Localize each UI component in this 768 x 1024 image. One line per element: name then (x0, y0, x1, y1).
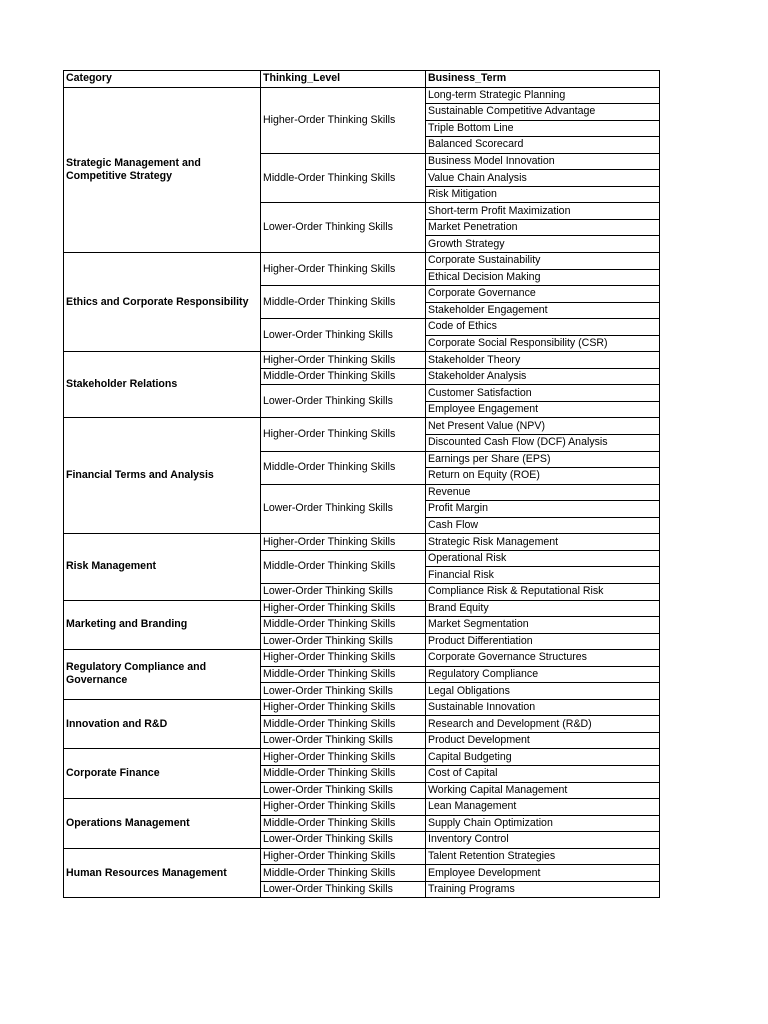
thinking-level-cell[interactable]: Middle-Order Thinking Skills (261, 617, 426, 634)
business-term-cell[interactable]: Triple Bottom Line (426, 120, 660, 137)
header-row (64, 71, 660, 88)
table-row (64, 799, 660, 816)
business-term-cell[interactable]: Growth Strategy (426, 236, 660, 253)
business-terms-table (63, 70, 660, 898)
thinking-level-cell[interactable]: Higher-Order Thinking Skills (261, 749, 426, 766)
thinking-level-cell[interactable]: Higher-Order Thinking Skills (261, 418, 426, 451)
business-term-cell[interactable]: Regulatory Compliance (426, 666, 660, 683)
category-cell[interactable]: Corporate Finance (64, 749, 261, 799)
thinking-level-cell[interactable]: Middle-Order Thinking Skills (261, 666, 426, 683)
business-term-cell[interactable]: Revenue (426, 484, 660, 501)
business-term-cell[interactable]: Stakeholder Theory (426, 352, 660, 369)
thinking-level-cell[interactable]: Lower-Order Thinking Skills (261, 782, 426, 799)
thinking-level-cell[interactable]: Higher-Order Thinking Skills (261, 600, 426, 617)
thinking-level-cell[interactable]: Higher-Order Thinking Skills (261, 799, 426, 816)
business-term-cell[interactable]: Training Programs (426, 881, 660, 898)
business-term-cell[interactable]: Corporate Social Responsibility (CSR) (426, 335, 660, 352)
business-term-cell[interactable]: Lean Management (426, 799, 660, 816)
thinking-level-cell[interactable]: Lower-Order Thinking Skills (261, 583, 426, 600)
business-term-cell[interactable]: Operational Risk (426, 550, 660, 567)
thinking-level-cell[interactable]: Lower-Order Thinking Skills (261, 633, 426, 650)
business-term-cell[interactable]: Cash Flow (426, 517, 660, 534)
thinking-level-cell[interactable]: Higher-Order Thinking Skills (261, 650, 426, 667)
business-term-cell[interactable]: Corporate Governance Structures (426, 650, 660, 667)
thinking-level-cell[interactable]: Lower-Order Thinking Skills (261, 881, 426, 898)
business-term-cell[interactable]: Stakeholder Engagement (426, 302, 660, 319)
business-term-cell[interactable]: Sustainable Innovation (426, 699, 660, 716)
business-term-cell[interactable]: Capital Budgeting (426, 749, 660, 766)
table-row (64, 418, 660, 435)
business-term-cell[interactable]: Sustainable Competitive Advantage (426, 104, 660, 121)
business-term-cell[interactable]: Net Present Value (NPV) (426, 418, 660, 435)
thinking-level-cell[interactable]: Lower-Order Thinking Skills (261, 732, 426, 749)
business-term-cell[interactable]: Talent Retention Strategies (426, 848, 660, 865)
thinking-level-cell[interactable]: Lower-Order Thinking Skills (261, 484, 426, 534)
category-cell[interactable]: Risk Management (64, 534, 261, 600)
table-row (64, 352, 660, 369)
thinking-level-cell[interactable]: Middle-Order Thinking Skills (261, 865, 426, 882)
category-cell[interactable]: Regulatory Compliance and Governance (64, 650, 261, 700)
business-term-cell[interactable]: Legal Obligations (426, 683, 660, 700)
thinking-level-cell[interactable]: Lower-Order Thinking Skills (261, 832, 426, 849)
table-row (64, 699, 660, 716)
business-term-cell[interactable]: Business Model Innovation (426, 153, 660, 170)
business-term-cell[interactable]: Profit Margin (426, 501, 660, 518)
business-term-cell[interactable]: Market Penetration (426, 219, 660, 236)
table-row (64, 534, 660, 551)
table-row (64, 600, 660, 617)
thinking-level-cell[interactable]: Higher-Order Thinking Skills (261, 848, 426, 865)
business-term-cell[interactable]: Value Chain Analysis (426, 170, 660, 187)
business-term-cell[interactable]: Ethical Decision Making (426, 269, 660, 286)
business-term-cell[interactable]: Research and Development (R&D) (426, 716, 660, 733)
thinking-level-cell[interactable]: Middle-Order Thinking Skills (261, 716, 426, 733)
category-cell[interactable]: Operations Management (64, 799, 261, 849)
business-term-cell[interactable]: Stakeholder Analysis (426, 368, 660, 385)
business-term-cell[interactable]: Product Differentiation (426, 633, 660, 650)
table-row (64, 253, 660, 270)
thinking-level-cell[interactable]: Middle-Order Thinking Skills (261, 451, 426, 484)
thinking-level-cell[interactable]: Middle-Order Thinking Skills (261, 815, 426, 832)
thinking-level-cell[interactable]: Higher-Order Thinking Skills (261, 352, 426, 369)
business-term-cell[interactable]: Inventory Control (426, 832, 660, 849)
category-cell[interactable]: Financial Terms and Analysis (64, 418, 261, 534)
thinking-level-cell[interactable]: Middle-Order Thinking Skills (261, 286, 426, 319)
category-cell[interactable]: Stakeholder Relations (64, 352, 261, 418)
thinking-level-cell[interactable]: Middle-Order Thinking Skills (261, 765, 426, 782)
business-term-cell[interactable]: Cost of Capital (426, 765, 660, 782)
thinking-level-cell[interactable]: Higher-Order Thinking Skills (261, 699, 426, 716)
thinking-level-cell[interactable]: Lower-Order Thinking Skills (261, 319, 426, 352)
business-term-cell[interactable]: Code of Ethics (426, 319, 660, 336)
category-cell[interactable]: Innovation and R&D (64, 699, 261, 749)
category-cell[interactable]: Human Resources Management (64, 848, 261, 898)
business-term-cell[interactable]: Working Capital Management (426, 782, 660, 799)
business-term-cell[interactable]: Risk Mitigation (426, 186, 660, 203)
business-term-cell[interactable]: Long-term Strategic Planning (426, 87, 660, 104)
business-term-cell[interactable]: Product Development (426, 732, 660, 749)
business-term-cell[interactable]: Discounted Cash Flow (DCF) Analysis (426, 435, 660, 452)
category-cell[interactable]: Ethics and Corporate Responsibility (64, 253, 261, 352)
thinking-level-cell[interactable]: Higher-Order Thinking Skills (261, 87, 426, 153)
business-term-cell[interactable]: Market Segmentation (426, 617, 660, 634)
thinking-level-cell[interactable]: Middle-Order Thinking Skills (261, 550, 426, 583)
thinking-level-cell[interactable]: Lower-Order Thinking Skills (261, 203, 426, 253)
business-term-cell[interactable]: Corporate Sustainability (426, 253, 660, 270)
thinking-level-cell[interactable]: Higher-Order Thinking Skills (261, 253, 426, 286)
header-category[interactable]: Category (64, 71, 261, 88)
business-term-cell[interactable]: Customer Satisfaction (426, 385, 660, 402)
business-term-cell[interactable]: Short-term Profit Maximization (426, 203, 660, 220)
thinking-level-cell[interactable]: Higher-Order Thinking Skills (261, 534, 426, 551)
table-row (64, 749, 660, 766)
business-term-cell[interactable]: Brand Equity (426, 600, 660, 617)
table-row (64, 848, 660, 865)
business-term-cell[interactable]: Earnings per Share (EPS) (426, 451, 660, 468)
business-term-cell[interactable]: Supply Chain Optimization (426, 815, 660, 832)
business-term-cell[interactable]: Employee Development (426, 865, 660, 882)
thinking-level-cell[interactable]: Lower-Order Thinking Skills (261, 683, 426, 700)
business-term-cell[interactable]: Return on Equity (ROE) (426, 468, 660, 485)
thinking-level-cell[interactable]: Middle-Order Thinking Skills (261, 368, 426, 385)
business-term-cell[interactable]: Balanced Scorecard (426, 137, 660, 154)
business-term-cell[interactable]: Strategic Risk Management (426, 534, 660, 551)
business-term-cell[interactable]: Compliance Risk & Reputational Risk (426, 583, 660, 600)
table-row (64, 650, 660, 667)
thinking-level-cell[interactable]: Middle-Order Thinking Skills (261, 153, 426, 203)
table-row (64, 87, 660, 104)
category-cell[interactable]: Marketing and Branding (64, 600, 261, 650)
header-thinking-level[interactable]: Thinking_Level (261, 71, 426, 88)
thinking-level-cell[interactable]: Lower-Order Thinking Skills (261, 385, 426, 418)
header-business-term[interactable]: Business_Term (426, 71, 660, 88)
business-term-cell[interactable]: Corporate Governance (426, 286, 660, 303)
table-body (64, 87, 660, 898)
business-term-cell[interactable]: Financial Risk (426, 567, 660, 584)
business-term-cell[interactable]: Employee Engagement (426, 401, 660, 418)
category-cell[interactable]: Strategic Management and Competitive Strategy (64, 87, 261, 252)
